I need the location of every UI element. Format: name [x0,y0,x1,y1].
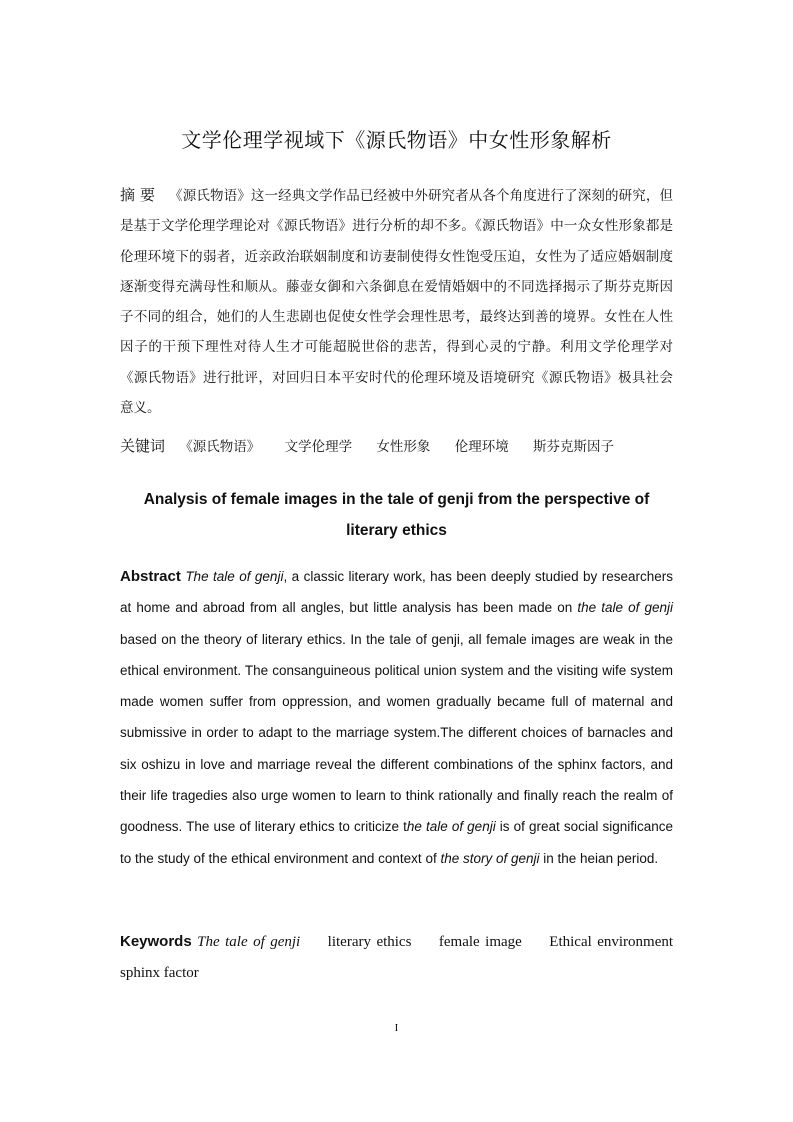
chinese-abstract-text: 《源氏物语》这一经典文学作品已经被中外研究者从各个角度进行了深刻的研究，但是基于文学伦理学理论对《源氏物语》进行分析的却不多。《源氏物语》中一众女性形象都是伦理环境下的弱者，近亲政治联姻制度和访妻制使得女性饱受压迫，女性为了适应婚姻制度逐渐变得充满母性和顺从。藤壶女御和六条御息在爱情婚姻中的不同选择揭示了斯芬克斯因子不同的组合，她们的人生悲剧也促使女性学会理性思考，最终达到善的境界。女性在人性因子的干预下理性对待人生才可能超脱世俗的悲苦，得到心灵的宁静。利用文学伦理学对《源氏物语》进行批评，对回归日本平安时代的伦理环境及语境研究《源氏物语》极具社会意义。 [120,188,673,417]
abstract-italic-title: he tale of genji [406,819,496,835]
chinese-keyword: 斯芬克斯因子 [533,439,614,455]
chinese-keywords-label: 关键词 [120,437,166,455]
chinese-keyword: 《源氏物语》 [179,439,261,455]
english-keyword: Ethical environment [549,934,674,950]
english-keywords [120,926,673,989]
chinese-keywords [120,432,680,461]
abstract-text-segment: is of great social significance to the study of the ethical environment and context of [120,819,673,866]
english-keywords-label: Keywords [120,933,192,950]
english-abstract-label: Abstract [120,568,181,585]
chinese-keyword: 女性形象 [376,439,431,455]
chinese-keyword: 文学伦理学 [284,439,353,455]
abstract-italic-title: the tale of genji [577,600,673,616]
chinese-title: 文学伦理学视域下《源氏物语》中女性形象解析 [181,128,612,152]
english-keyword: female image [438,934,522,950]
english-keyword: literary ethics [327,934,412,950]
english-title: Analysis of female images in the tale of genji from the perspective of literary ethics [143,491,650,539]
english-abstract [120,561,673,874]
abstract-text-segment: in the heian period. [539,850,659,866]
english-keyword: sphinx factor [120,965,199,981]
abstract-italic-title: The tale of genji [185,569,284,584]
english-keyword-italic: The tale of genji [197,934,301,950]
abstract-text-segment: , a classic literary work, has been deeply studied by researchers at home and abroad from all angles, but little analysis has been made on [120,569,673,616]
page-number: I [394,1022,399,1034]
abstract-italic-title: the story of genji [440,850,540,866]
chinese-abstract-label: 摘 要 [120,186,156,204]
chinese-abstract [120,180,673,423]
abstract-text-segment: based on the theory of literary ethics. In the tale of genji, all female images are weak in the ethical environment. The consanguineous political union system and the visiting wife system made women suffer from oppression, and women gradually became full of maternal and submissive in order to adapt to the marriage system.The different choices of barnacles and six oshizu in love and marriage reveal the different combinations of the sphinx factors, and their life tragedies also urge women to learn to think rationally and finally reach the realm of goodness. The use of literary ethics to criticize t [120,631,673,835]
chinese-keyword: 伦理环境 [454,439,509,455]
